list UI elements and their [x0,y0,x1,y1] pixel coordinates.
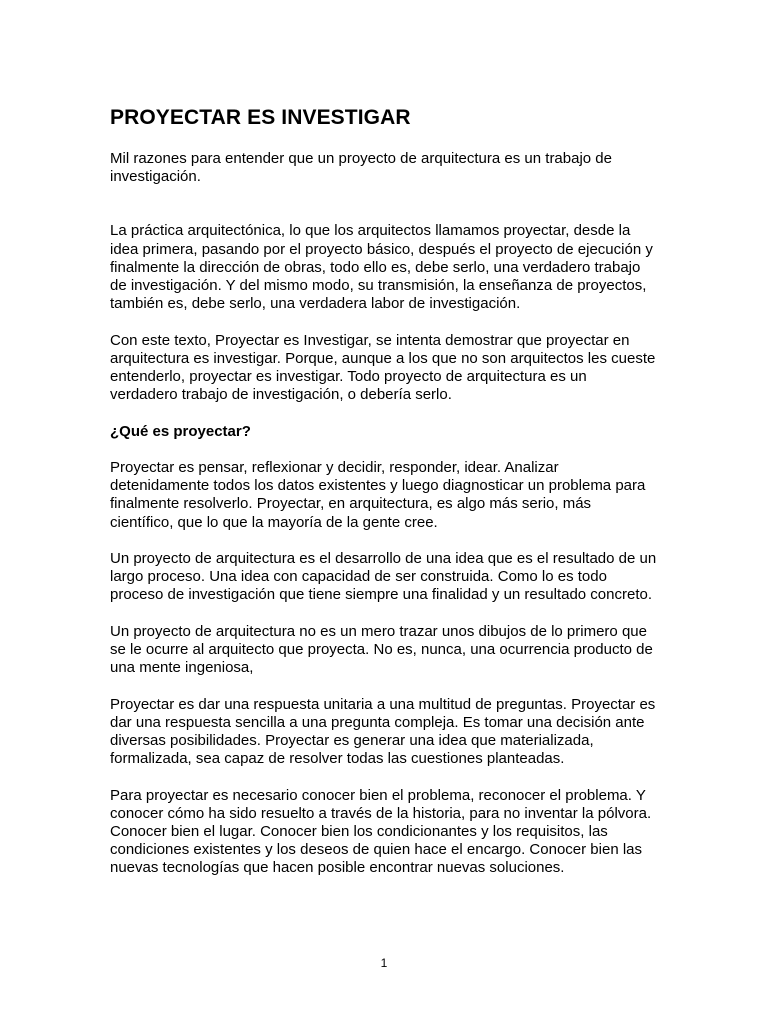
section-paragraph-2: Un proyecto de arquitectura es el desarrollo de una idea que es el resultado de un largo proceso. Una idea con capacidad de ser construida. Como lo es todo proceso de investigación que tiene siempre una finalidad y un resultado concreto. [110,550,657,604]
page-number: 1 [380,956,388,970]
section-paragraph-1: Proyectar es pensar, reflexionar y decidir, responder, idear. Analizar detenidamente todos los datos existentes y luego diagnosticar un problema para finalmente resolverlo. Proyectar, en arquitectura, es algo más serio, más científico, que lo que la mayoría de la gente cree. [110,459,646,531]
section-paragraph-5: Para proyectar es necesario conocer bien el problema, reconocer el problema. Y conocer cómo ha sido resuelto a través de la historia, para no inventar la pólvora. Conocer bien el lugar. Conocer bien los condicionantes y los requisitos, las condiciones existentes y los deseos de quien hace el encargo. Conocer bien las nuevas tecnologías que hacen posible encontrar nuevas soluciones. [110,786,652,877]
document-subtitle: Mil razones para entender que un proyecto de arquitectura es un trabajo de investigación. [110,150,612,186]
section-paragraph-3: Un proyecto de arquitectura no es un mero trazar unos dibujos de lo primero que se le ocurre al arquitecto que proyecta. No es, nunca, una ocurrencia producto de una mente ingeniosa, [110,622,653,677]
section-paragraph-4: Proyectar es dar una respuesta unitaria a una multitud de preguntas. Proyectar es dar una respuesta sencilla a una pregunta compleja. Es tomar una decisión ante diversas posibilidades. Proyectar es generar una idea que materializada, formalizada, sea capaz de resolver todas las cuestiones planteadas. [110,695,656,768]
intro-paragraph-2: Con este texto, Proyectar es Investigar, se intenta demostrar que proyectar en arquitectura es investigar. Porque, aunque a los que no son arquitectos les cueste entenderlo, proyectar es investigar. Todo proyecto de arquitectura es un verdadero trabajo de investigación, o debería serlo. [110,331,656,404]
document-title: PROYECTAR ES INVESTIGAR [110,106,411,129]
intro-paragraph-1: La práctica arquitectónica, lo que los arquitectos llamamos proyectar, desde la idea primera, pasando por el proyecto básico, después el proyecto de ejecución y finalmente la dirección de obras, todo ello es, debe serlo, una verdadero trabajo de investigación. Y del mismo modo, su transmisión, la enseñanza de proyectos, también es, debe serlo, una verdadera labor de investigación. [110,222,653,313]
section-heading: ¿Qué es proyectar? [110,422,251,440]
document-page [110,104,658,896]
